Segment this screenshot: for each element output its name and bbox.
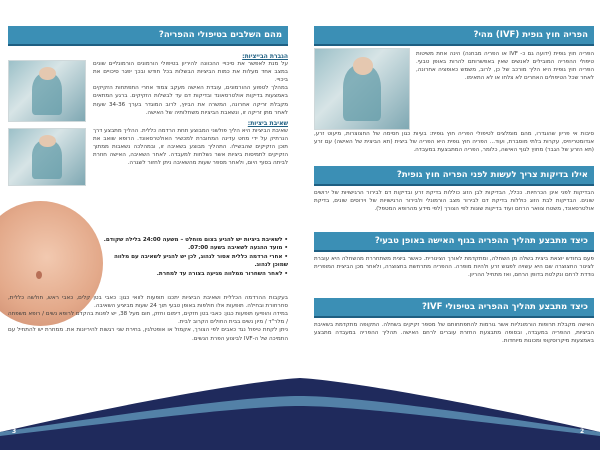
page-number-right: 2 xyxy=(580,428,585,435)
instructions-list xyxy=(103,236,288,278)
section-title-tests: אילו בדיקות צריך לעשות לפני הפריה חוץ גופית? xyxy=(314,166,594,186)
decorative-wave xyxy=(0,370,600,450)
natural-fertilization-section xyxy=(314,232,594,279)
paragraph: על מנת לאפשר את סיכויי ההכוונה להיריון בטיפולי הורמונים הורמונליים שונים במצב אחד מעלות את כמות הביציות הבשלות בכל חודש ובכך יפגר סיכויים את ביכויי. xyxy=(93,61,288,84)
ivf-intro-block xyxy=(416,50,594,82)
paragraph: ניתן לקחת טיפול נגד כאבים לפי הצורך, אקמול או אופטלגין, בחירת שני רגשות להיריונות את. ממחרת יש להתחיל עם התמיכה של ה-IVF לביצוע הפרת הנשים. xyxy=(8,327,288,342)
tests-section xyxy=(314,166,594,213)
paragraph: הפריה חוץ גופית (ידועה גם כ- IVF או הפריה מבחנה) הינה אחת משיטות טיפולי ההפריה המובילים לאנשים שאין באפשרותם להרות באופן טבעי. הפריה חוץ גופית היא הליך מורכב של כן, לרוב, משמש כאופציה אחרונה, לאחר שכל הטיפולים האחרים לא צלחו או לא התאימו. xyxy=(416,51,594,82)
subheading-ovulation: הגברת הבייציות: xyxy=(242,53,288,60)
section-title-natural: כיצד מתבצע תהליך ההפריה בגוף האישה באופן טבעי? xyxy=(314,232,594,252)
paragraph: שאיבת הביציות היא הליך פולשני המבוצע תחת הרדמה כללית. ההליך מתבצע דרך הנרתיק על ידי מחט עדינה המחוברת למכשיר האולטרסאונד. הרופא שואב את תוכן הזקיקים שהבשילו. התהליך מבוצע בשאיבה זו, ובמהלכה נשאבות ממתוך הזקיקים לתמיסות ביציות אשר נשלחות למעבדה. לאחר השאיבה, האישה חוזרת לביתה בסוף היום, ולאחר מספר שעות מהשאיבה ניתן לחזור לשגרה. xyxy=(93,127,288,167)
section-title-ivf-process: כיצד מתבצע תהליך ההפריה בטיפולי IVF? xyxy=(314,298,594,318)
paragraph: פעם בחודש יוצאת ביצית בשלה מן השחלה, ומתקדמת לאורך הצינורית. כאשר ביצית משתחררת מהשחלה היא עוברת לצינור החצוצרה שם היא עשויה לפגוש זרע ולהיות מופרה. ההפריה מתרחשת בחצוצרה, ולאחר מכן הביצית המופרית נודדת לרחם ונקלטת בדופן הרחם, ואז מתחיל ההריון. xyxy=(314,256,594,279)
photo-lab-technician xyxy=(314,48,410,130)
paragraph: בעקבות ההרדמה הכללית ושאיבת הביציות יתכנו תופעות לוואי כגון: כאבי בטן קלים, כאבי ראש, חולשה כללית, סחרחורת ובחילה. תופעות אלו חולפות באופן טבעי תוך 24 שעות מביציע השאיבה. xyxy=(8,295,288,310)
paragraph: במידה והופיעו תופעות כגון: כאבי בטן חזקים, דימום וחזק, חום מעל 38, יש לפנות בהקדם לרופא נשים / רופא משפחה / מלר"ד / מיון נשים בבית החולים הקרוב לבית. xyxy=(8,311,289,326)
section-title-ivf: הפריה חוץ גופית (IVF) מהי? xyxy=(314,26,594,46)
paragraph: האישה מקבלת תרופות הורמונליות אשר גורמות להתפתחותם של מספר זקיקים בשחלה. התקופה מתקדמת בשאיבת הביציות, ההפריה במעבדה, ובסופה מתבצעת החזרת עוברים לרחם האישה. תהליך ההפריה במעבדה מתבצע באמצעות מיקרוסקופ ומכונות מיוחדות. xyxy=(314,322,594,345)
ivf-process-section xyxy=(314,298,594,345)
right-page xyxy=(314,26,594,376)
subheading-retrieval: שאיבת ביציות: xyxy=(247,119,288,127)
side-effects-block xyxy=(8,294,288,343)
list-item: • לשאיבת ביציות יש להגיע בצום מוחלט – משעה 24:00 בלילה שקודם. xyxy=(103,236,288,244)
list-item: • מועד ההגעה לשאיבה בשעה 07:00. xyxy=(103,244,288,252)
page-number-left: 3 xyxy=(12,428,17,435)
list-item: • אחרי הרדמה כללית אסור לנהוג, לכן יש להגיע לשאיבה עם מלווה שמוכן לנהוג. xyxy=(103,253,288,270)
paragraph: במהלך לטפוע ההורמונים, עובדת האישה מעקב צמוד אחרי התפתחות הזקיקים באמצעות בדיקות אולטרסאונד ובדיקות דם עד לבשלות הזקיקים. ברגע המתאים מקבלת זריקה אחרונה, המשרה את הביוץ, לרוב המוגדר בערך 34-36 שעות לאחר מתן זריקה זו, ונשאבת הביציות משחלותיה של האישה. xyxy=(93,85,288,116)
photo-ultrasound xyxy=(8,60,86,122)
left-page xyxy=(8,26,288,376)
list-item: • לאחר השחרור ממלווה מגיעה בצורה עד למחרת. xyxy=(103,270,288,278)
paragraph: סיבות אי פריון שהוגדרו, מהם מומלצים לטיפולי הפריה חוץ גופית: בעיות כגון חסימה של החצוצרות, מיעוט זרע, אנדומטריוזיס, עקרות בלתי מוסברת, ועוד... הפריה חוץ גופית היא הפריה של ביצית (תא הביצית של האישה) עם זרע (תא הזרע של הגבר) מחוץ לגוף האישה, כלומר, הפריה המתבצעת במעבדה. xyxy=(314,131,594,154)
photo-operating-room xyxy=(8,128,86,186)
section-title-stages: מהם השלבים בטיפולי ההפריה? xyxy=(8,26,288,46)
paragraph: הבדיקות לפני אינן הכרחיות. ככלל, הבדיקות לבן הזוג כוללות בדיקת זרע ובדיקות דם לבירור הרגישויות של ירושים שונים. הבדיקות לבת הזוג כוללות בדיקת דם לבירור מצב הורמונלי ולבירור הרגישויות של וירוסים שונים, בדיקת אולטרסאונד, משטח צוואר הרחם ועוד בדיקות שונות לפי הצורך (לפי מידע מהרופא המטפל). xyxy=(314,190,594,213)
stages-text-block xyxy=(93,50,288,167)
ivf-causes-block xyxy=(314,130,594,154)
